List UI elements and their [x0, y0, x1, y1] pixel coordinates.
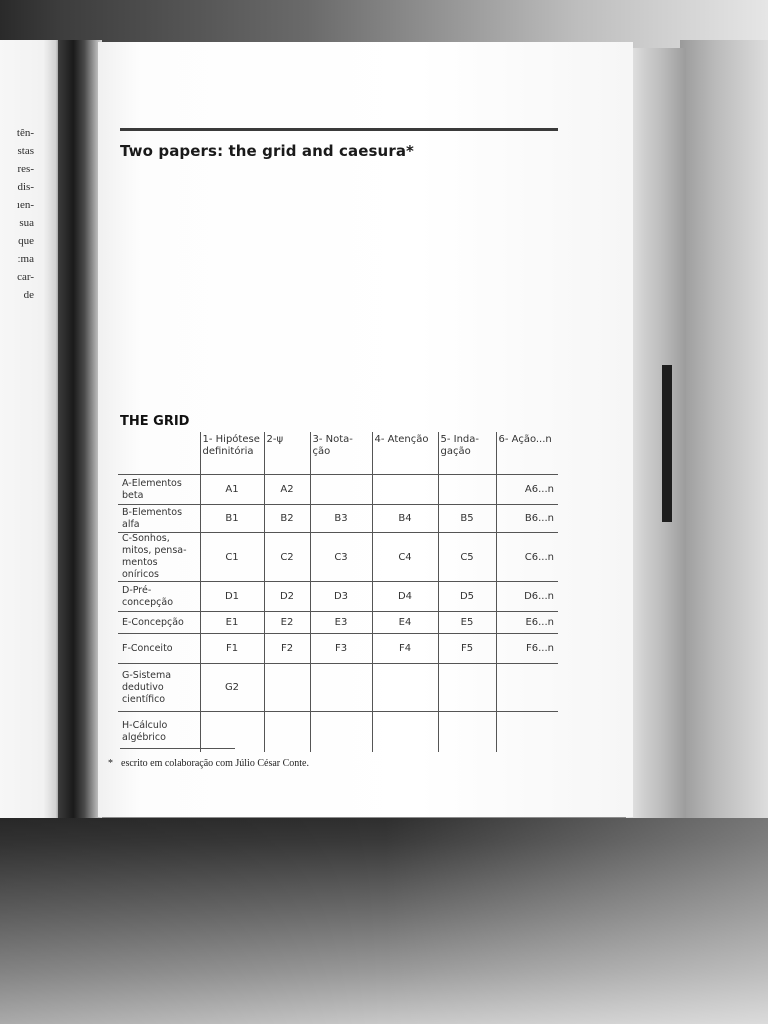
scan-background-right: [680, 40, 768, 830]
grid-cell: B6...n: [496, 505, 558, 533]
grid-cell: C4: [372, 533, 438, 582]
grid-row: [118, 612, 558, 634]
scan-background-bottom: [0, 818, 768, 1024]
grid-row-label: E-Concepção: [118, 612, 200, 634]
left-page-text-fragments: [4, 124, 34, 304]
grid-row: [118, 505, 558, 533]
footnote-mark: *: [108, 758, 113, 769]
grid-row: [118, 533, 558, 582]
grid-row-label: B-Elementos alfa: [118, 505, 200, 533]
grid-corner-cell: [118, 432, 200, 475]
grid-row-label: A-Elementos beta: [118, 475, 200, 505]
grid-cell: G2: [200, 664, 264, 712]
grid-row-label: H-Cálculo algébrico: [118, 712, 200, 752]
grid-row-label: C-Sonhos, mitos, pensa-mentos oníricos: [118, 533, 200, 582]
grid-row: [118, 475, 558, 505]
grid-heading: THE GRID: [120, 414, 190, 429]
grid-row: [118, 634, 558, 664]
grid-cell: [438, 664, 496, 712]
grid-cell: [496, 712, 558, 752]
grid-cell: B3: [310, 505, 372, 533]
footnote-rule: [120, 748, 235, 749]
book-gutter-shadow: [58, 40, 102, 820]
grid-header-row: [118, 432, 558, 475]
grid-row: [118, 664, 558, 712]
grid-cell: B5: [438, 505, 496, 533]
grid-column-header: 1- Hipótese definitória: [200, 432, 264, 475]
grid-cell: F6...n: [496, 634, 558, 664]
grid-row-label: D-Pré-concepção: [118, 582, 200, 612]
grid-cell: [372, 475, 438, 505]
footnote-text: escrito em colaboração com Júlio César Conte.: [121, 758, 309, 769]
grid-cell: B1: [200, 505, 264, 533]
grid-cell: [438, 712, 496, 752]
grid-column-header: 5- Inda-gação: [438, 432, 496, 475]
grid-cell: F3: [310, 634, 372, 664]
footnote: [108, 758, 309, 769]
left-fragment: que: [18, 235, 34, 247]
grid-cell: D2: [264, 582, 310, 612]
article-title: Two papers: the grid and caesura*: [120, 142, 414, 160]
grid-cell: F4: [372, 634, 438, 664]
grid-row-label: G-Sistema dedutivo científico: [118, 664, 200, 712]
grid-cell: C6...n: [496, 533, 558, 582]
grid-cell: B4: [372, 505, 438, 533]
grid-cell: E4: [372, 612, 438, 634]
grid-cell: C1: [200, 533, 264, 582]
left-fragment: car-: [17, 271, 34, 283]
left-fragment: stas: [17, 145, 34, 157]
grid-cell: C3: [310, 533, 372, 582]
page-edge-tab-marker: [662, 365, 672, 522]
left-fragment: tên-: [16, 127, 34, 139]
grid-row: [118, 712, 558, 752]
grid-cell: D6...n: [496, 582, 558, 612]
left-fragment: dis-: [17, 181, 34, 193]
left-fragment: sua: [19, 217, 34, 229]
grid-cell: [264, 664, 310, 712]
grid-cell: E6...n: [496, 612, 558, 634]
grid-column-header: 3- Nota-ção: [310, 432, 372, 475]
grid-cell: D5: [438, 582, 496, 612]
left-fragment: ːma: [17, 253, 34, 265]
grid-cell: C2: [264, 533, 310, 582]
left-fragment: ıen-: [16, 199, 34, 211]
grid-cell: D4: [372, 582, 438, 612]
grid-row-label: F-Conceito: [118, 634, 200, 664]
grid-cell: [372, 712, 438, 752]
grid-table: [118, 432, 558, 752]
grid-cell: F2: [264, 634, 310, 664]
grid-cell: [496, 664, 558, 712]
grid-cell: F5: [438, 634, 496, 664]
grid-column-header: 6- Ação...n: [496, 432, 558, 475]
grid-cell: [200, 712, 264, 752]
grid-cell: [372, 664, 438, 712]
page-edges: [626, 48, 686, 823]
title-rule: [120, 128, 558, 131]
grid-cell: F1: [200, 634, 264, 664]
grid-row: [118, 582, 558, 612]
grid-cell: D1: [200, 582, 264, 612]
grid-column-header: 4- Atenção: [372, 432, 438, 475]
left-fragment: de: [23, 289, 34, 301]
grid-cell: [310, 664, 372, 712]
grid-cell: A2: [264, 475, 310, 505]
grid-cell: E5: [438, 612, 496, 634]
grid-cell: [264, 712, 310, 752]
left-fragment: res-: [17, 163, 34, 175]
grid-cell: E3: [310, 612, 372, 634]
grid-cell: A1: [200, 475, 264, 505]
grid-cell: E1: [200, 612, 264, 634]
scan-background-top: [0, 0, 768, 48]
grid-cell: E2: [264, 612, 310, 634]
grid-cell: A6...n: [496, 475, 558, 505]
grid-cell: [310, 712, 372, 752]
grid-cell: D3: [310, 582, 372, 612]
grid-column-header: 2-ψ: [264, 432, 310, 475]
grid-cell: C5: [438, 533, 496, 582]
grid-cell: B2: [264, 505, 310, 533]
grid-cell: [438, 475, 496, 505]
grid-cell: [310, 475, 372, 505]
